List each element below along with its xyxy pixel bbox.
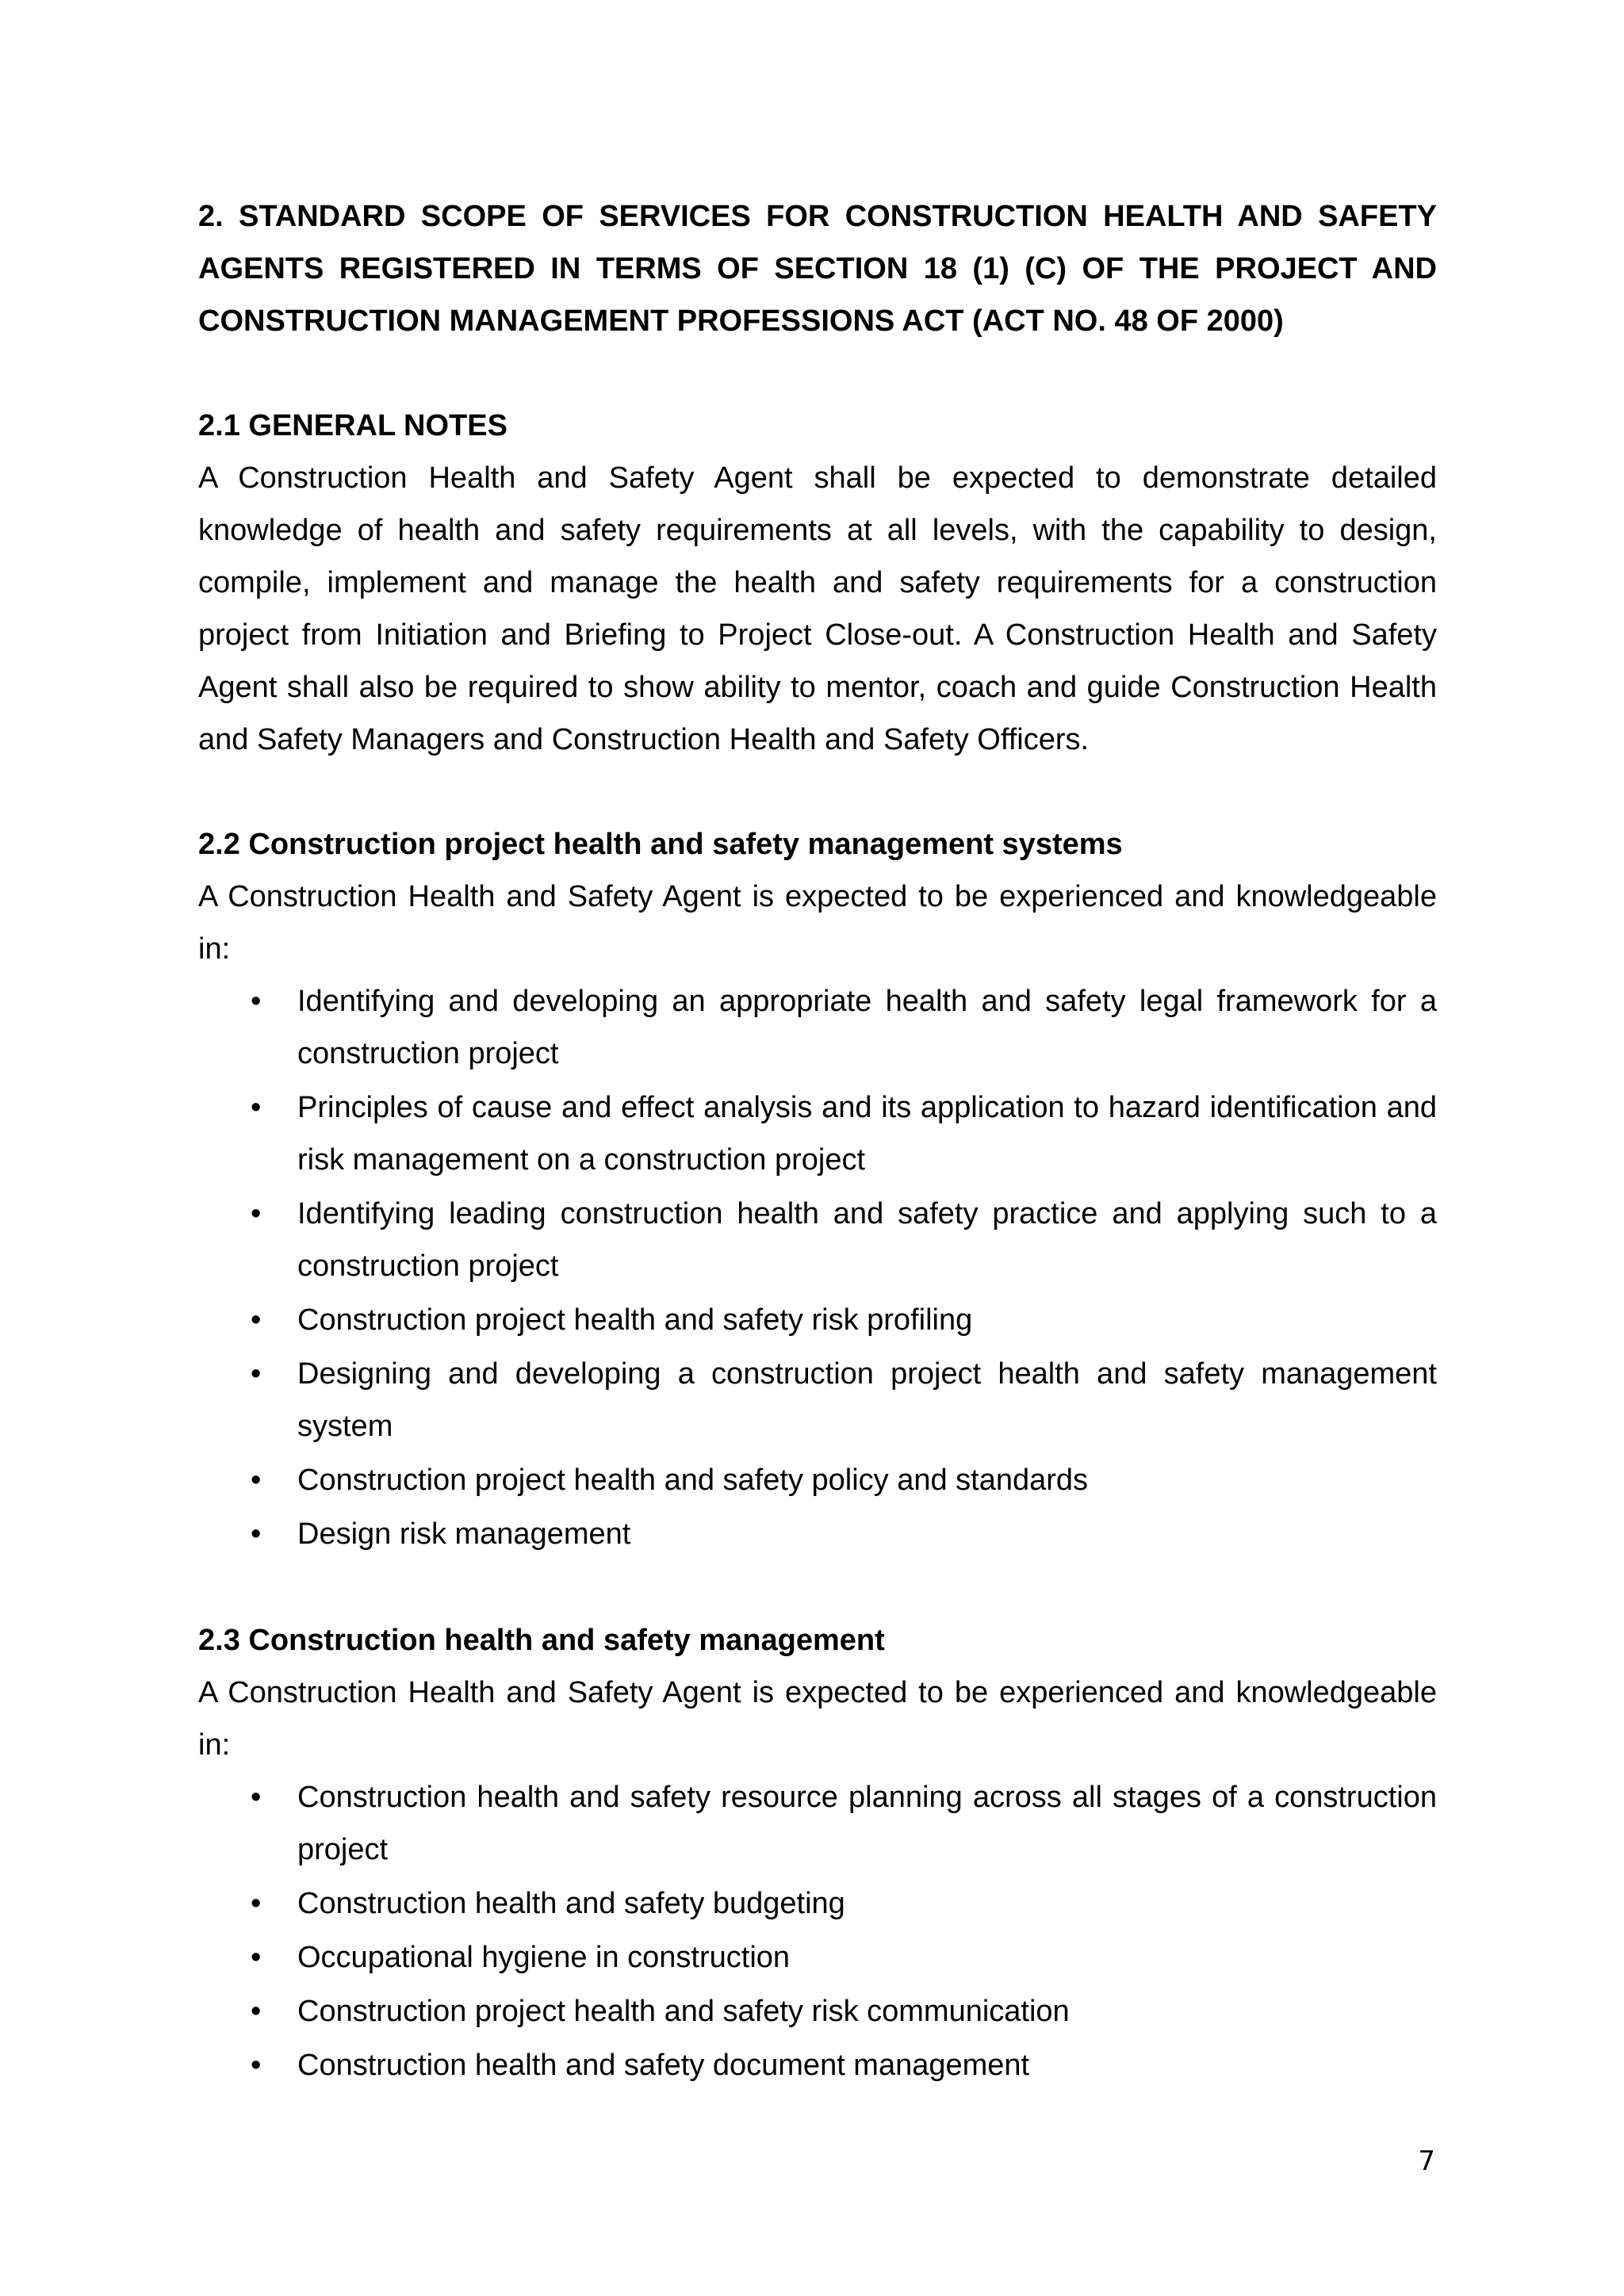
list-item (198, 1771, 1437, 1876)
list-item-text: Construction health and safety resource planning across all stages of a construction project (297, 1781, 1437, 1866)
list-item (198, 1348, 1437, 1452)
bullet-icon: • (251, 1781, 262, 1814)
bullet-icon: • (251, 1887, 262, 1920)
list-item (198, 975, 1437, 1080)
section-general-notes (198, 400, 1437, 766)
list-item-text: Construction health and safety document management (297, 2049, 1030, 2082)
list-item-text: Design risk management (297, 1517, 631, 1551)
section-title: 2.2 Construction project health and safety management systems (198, 828, 1123, 861)
list-item-text: Construction project health and safety risk profiling (297, 1303, 973, 1337)
list-item (198, 1081, 1437, 1186)
spacer (198, 766, 1437, 818)
document-page (198, 190, 1437, 2093)
section-health-safety-management (198, 1614, 1437, 2091)
list-item (198, 1877, 1437, 1930)
section-body: A Construction Health and Safety Agent is expected to be experienced and knowledgeable in: (198, 880, 1437, 966)
section-body: A Construction Health and Safety Agent is expected to be experienced and knowledgeable in: (198, 1676, 1437, 1762)
section-title: 2.3 Construction health and safety management (198, 1624, 885, 1657)
list-item (198, 1508, 1437, 1560)
list-item-text: Identifying and developing an appropriate health and safety legal framework for a construction project (297, 985, 1437, 1070)
bullet-icon: • (251, 1517, 262, 1551)
list-item (198, 1931, 1437, 1984)
list-item (198, 1294, 1437, 1346)
document-heading: 2. STANDARD SCOPE OF SERVICES FOR CONSTRUCTION HEALTH AND SAFETY AGENTS REGISTERED IN TERMS OF SECTION 18 (1) (C) OF THE PROJECT AND CONSTRUCTION MANAGEMENT PROFESSIONS ACT (ACT NO. 48 OF 2000) (198, 200, 1437, 338)
bullet-icon: • (251, 1357, 262, 1391)
list-item-text: Designing and developing a construction project health and safety management system (297, 1357, 1437, 1443)
spacer (198, 1562, 1437, 1614)
bullet-list (198, 1771, 1437, 2091)
spacer (198, 347, 1437, 400)
bullet-icon: • (251, 1995, 262, 2028)
bullet-icon: • (251, 2049, 262, 2082)
list-item-text: Principles of cause and effect analysis and its application to hazard identification and risk management on a construction project (297, 1091, 1437, 1177)
list-item (198, 2039, 1437, 2091)
list-item-text: Construction project health and safety risk communication (297, 1995, 1070, 2028)
bullet-list (198, 975, 1437, 1560)
list-item-text: Occupational hygiene in construction (297, 1941, 791, 1974)
bullet-icon: • (251, 1197, 262, 1230)
section-body: A Construction Health and Safety Agent shall be expected to demonstrate detailed knowledge of health and safety requirements at all levels, with the capability to design, compile, implement and manage the health and safety requirements for a construction project from Initiation and Briefing to Project Close-out. A Construction Health and Safety Agent shall also be required to show ability to mentor, coach and guide Construction Health and Safety Managers and Construction Health and Safety Officers. (198, 461, 1437, 756)
list-item-text: Construction health and safety budgeting (297, 1887, 845, 1920)
bullet-icon: • (251, 1941, 262, 1974)
list-item-text: Construction project health and safety policy and standards (297, 1464, 1089, 1497)
bullet-icon: • (251, 1464, 262, 1497)
bullet-icon: • (251, 1091, 262, 1124)
list-item (198, 1188, 1437, 1292)
page-number: 7 (1418, 2145, 1435, 2177)
list-item (198, 1454, 1437, 1506)
list-item (198, 1985, 1437, 2038)
bullet-icon: • (251, 985, 262, 1018)
section-management-systems (198, 818, 1437, 1560)
section-title: 2.1 GENERAL NOTES (198, 409, 508, 442)
bullet-icon: • (251, 1303, 262, 1337)
list-item-text: Identifying leading construction health and safety practice and applying such to a construction project (297, 1197, 1437, 1283)
